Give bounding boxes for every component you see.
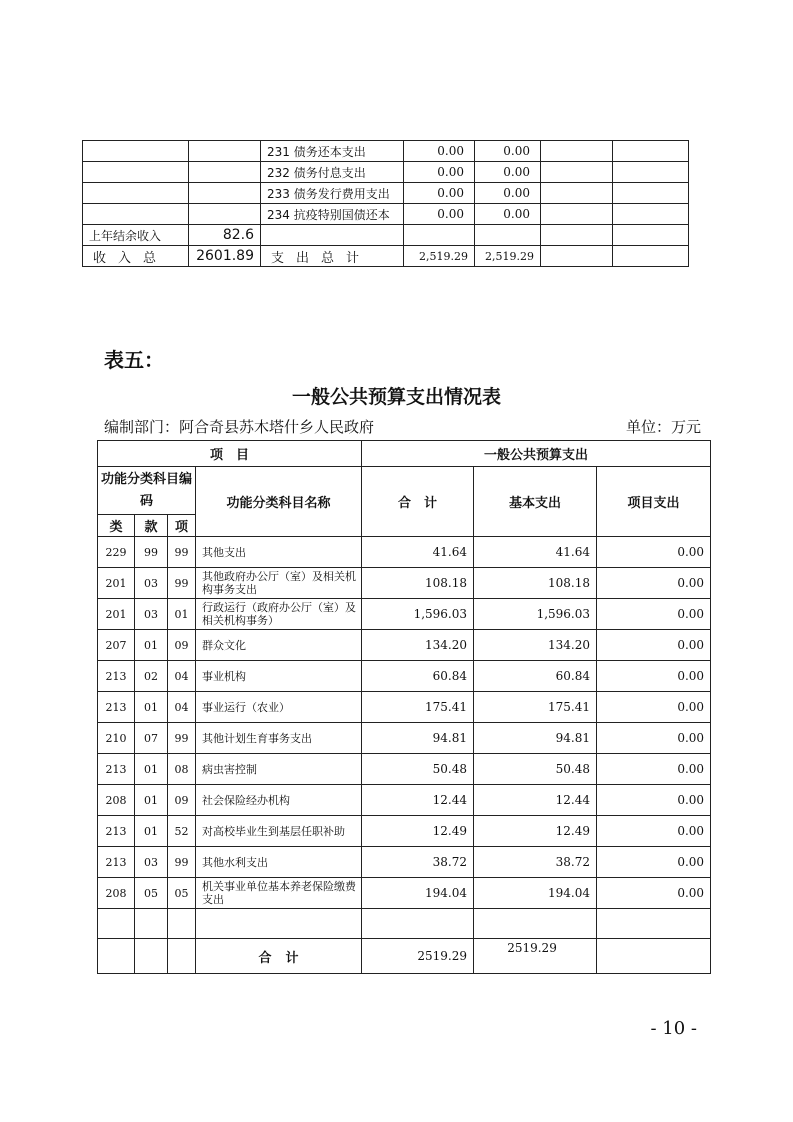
debt-row — [83, 204, 689, 225]
basic-value: 41.64 — [474, 537, 597, 568]
code-xiang: 01 — [168, 599, 196, 630]
project-value: 0.00 — [597, 878, 711, 909]
function-name: 病虫害控制 — [196, 754, 362, 785]
grand-total-label: 合计 — [196, 939, 362, 974]
header-xiang: 项 — [168, 515, 196, 537]
total-value: 94.81 — [362, 723, 474, 754]
code-lei: 213 — [98, 816, 135, 847]
basic-value: 38.72 — [474, 847, 597, 878]
total-value: 175.41 — [362, 692, 474, 723]
table-row — [98, 816, 711, 847]
code-kuan: 01 — [135, 692, 168, 723]
table-row — [98, 630, 711, 661]
debt-item-v1: 0.00 — [404, 183, 475, 204]
basic-value: 175.41 — [474, 692, 597, 723]
total-value: 134.20 — [362, 630, 474, 661]
page-number: - 10 - — [650, 1018, 697, 1039]
code-kuan: 01 — [135, 785, 168, 816]
code-kuan: 01 — [135, 754, 168, 785]
grand-total-basic: 2519.29 — [474, 939, 597, 974]
debt-item-v1: 0.00 — [404, 141, 475, 162]
total-value: 50.48 — [362, 754, 474, 785]
project-value: 0.00 — [597, 847, 711, 878]
expense-total-label: 支出总计 — [261, 246, 404, 267]
code-lei: 210 — [98, 723, 135, 754]
code-xiang: 99 — [168, 568, 196, 599]
project-value: 0.00 — [597, 723, 711, 754]
code-lei: 213 — [98, 847, 135, 878]
header-basic: 基本支出 — [474, 467, 597, 537]
income-total-value: 2601.89 — [189, 246, 261, 267]
grand-total-value: 2519.29 — [362, 939, 474, 974]
header-total: 合 计 — [362, 467, 474, 537]
table-row — [98, 599, 711, 630]
code-kuan: 01 — [135, 816, 168, 847]
function-name: 其他计划生育事务支出 — [196, 723, 362, 754]
code-lei: 208 — [98, 785, 135, 816]
table-row — [98, 878, 711, 909]
project-value: 0.00 — [597, 754, 711, 785]
carryover-label: 上年结余收入 — [83, 225, 189, 246]
project-value: 0.00 — [597, 568, 711, 599]
table-row — [98, 754, 711, 785]
grand-total-row — [98, 939, 711, 974]
code-kuan: 07 — [135, 723, 168, 754]
code-kuan: 01 — [135, 630, 168, 661]
code-lei: 213 — [98, 754, 135, 785]
code-xiang: 09 — [168, 785, 196, 816]
basic-value: 94.81 — [474, 723, 597, 754]
code-xiang: 09 — [168, 630, 196, 661]
expense-total-v1: 2,519.29 — [404, 246, 475, 267]
project-value: 0.00 — [597, 785, 711, 816]
total-row — [83, 246, 689, 267]
code-xiang: 04 — [168, 661, 196, 692]
code-xiang: 52 — [168, 816, 196, 847]
header-lei: 类 — [98, 515, 135, 537]
project-value: 0.00 — [597, 816, 711, 847]
project-value: 0.00 — [597, 630, 711, 661]
header-code: 功能分类科目编码 — [98, 467, 196, 515]
total-value: 12.49 — [362, 816, 474, 847]
total-value: 108.18 — [362, 568, 474, 599]
debt-item-name: 234 抗疫特别国债还本 — [261, 204, 404, 225]
function-name: 社会保险经办机构 — [196, 785, 362, 816]
code-lei: 229 — [98, 537, 135, 568]
function-name: 行政运行（政府办公厅（室）及相关机构事务） — [196, 599, 362, 630]
debt-item-v2: 0.00 — [475, 162, 541, 183]
debt-item-v2: 0.00 — [475, 204, 541, 225]
table-row — [98, 785, 711, 816]
basic-value: 194.04 — [474, 878, 597, 909]
total-value: 1,596.03 — [362, 599, 474, 630]
function-name: 对高校毕业生到基层任职补助 — [196, 816, 362, 847]
table-row — [98, 847, 711, 878]
code-lei: 201 — [98, 599, 135, 630]
code-kuan: 05 — [135, 878, 168, 909]
unit-label: 单位：万元 — [625, 418, 701, 436]
code-lei: 201 — [98, 568, 135, 599]
header-name: 功能分类科目名称 — [196, 467, 362, 537]
debt-item-v2: 0.00 — [475, 183, 541, 204]
expenditure-table — [97, 440, 711, 974]
debt-item-name: 233 债务发行费用支出 — [261, 183, 404, 204]
basic-value: 108.18 — [474, 568, 597, 599]
debt-item-name: 231 债务还本支出 — [261, 141, 404, 162]
debt-item-v1: 0.00 — [404, 162, 475, 183]
previous-page-table — [82, 140, 689, 267]
basic-value: 12.44 — [474, 785, 597, 816]
total-value: 41.64 — [362, 537, 474, 568]
debt-item-v2: 0.00 — [475, 141, 541, 162]
income-total-label: 收入总 — [83, 246, 189, 267]
header-budget: 一般公共预算支出 — [362, 441, 711, 467]
code-kuan: 02 — [135, 661, 168, 692]
header-row-2 — [98, 467, 711, 515]
code-lei: 208 — [98, 878, 135, 909]
basic-value: 134.20 — [474, 630, 597, 661]
code-xiang: 04 — [168, 692, 196, 723]
total-value: 60.84 — [362, 661, 474, 692]
basic-value: 60.84 — [474, 661, 597, 692]
code-lei: 213 — [98, 661, 135, 692]
total-value: 38.72 — [362, 847, 474, 878]
function-name: 机关事业单位基本养老保险缴费支出 — [196, 878, 362, 909]
carryover-value: 82.6 — [189, 225, 261, 246]
project-value: 0.00 — [597, 537, 711, 568]
code-kuan: 03 — [135, 568, 168, 599]
project-value: 0.00 — [597, 692, 711, 723]
function-name: 事业机构 — [196, 661, 362, 692]
function-name: 事业运行（农业） — [196, 692, 362, 723]
code-xiang: 99 — [168, 537, 196, 568]
table-row — [98, 723, 711, 754]
code-kuan: 99 — [135, 537, 168, 568]
basic-value: 50.48 — [474, 754, 597, 785]
basic-value: 1,596.03 — [474, 599, 597, 630]
table-title: 一般公共预算支出情况表 — [291, 386, 501, 408]
empty-row — [98, 909, 711, 939]
function-name: 群众文化 — [196, 630, 362, 661]
code-lei: 207 — [98, 630, 135, 661]
function-name: 其他水利支出 — [196, 847, 362, 878]
header-item: 项 目 — [98, 441, 362, 467]
table-heading: 表五： — [104, 348, 164, 372]
carryover-row — [83, 225, 689, 246]
debt-row — [83, 162, 689, 183]
code-xiang: 08 — [168, 754, 196, 785]
debt-row — [83, 141, 689, 162]
code-xiang: 05 — [168, 878, 196, 909]
header-kuan: 款 — [135, 515, 168, 537]
table-row — [98, 537, 711, 568]
code-xiang: 99 — [168, 723, 196, 754]
department-label: 编制部门：阿合奇县苏木塔什乡人民政府 — [104, 418, 375, 436]
debt-row — [83, 183, 689, 204]
header-row-1 — [98, 441, 711, 467]
table-row — [98, 692, 711, 723]
total-value: 12.44 — [362, 785, 474, 816]
table-row — [98, 568, 711, 599]
debt-item-name: 232 债务付息支出 — [261, 162, 404, 183]
code-lei: 213 — [98, 692, 135, 723]
table-row — [98, 661, 711, 692]
expense-total-v2: 2,519.29 — [475, 246, 541, 267]
debt-item-v1: 0.00 — [404, 204, 475, 225]
header-project: 项目支出 — [597, 467, 711, 537]
function-name: 其他政府办公厅（室）及相关机构事务支出 — [196, 568, 362, 599]
basic-value: 12.49 — [474, 816, 597, 847]
project-value: 0.00 — [597, 661, 711, 692]
project-value: 0.00 — [597, 599, 711, 630]
code-kuan: 03 — [135, 847, 168, 878]
function-name: 其他支出 — [196, 537, 362, 568]
code-xiang: 99 — [168, 847, 196, 878]
code-kuan: 03 — [135, 599, 168, 630]
total-value: 194.04 — [362, 878, 474, 909]
